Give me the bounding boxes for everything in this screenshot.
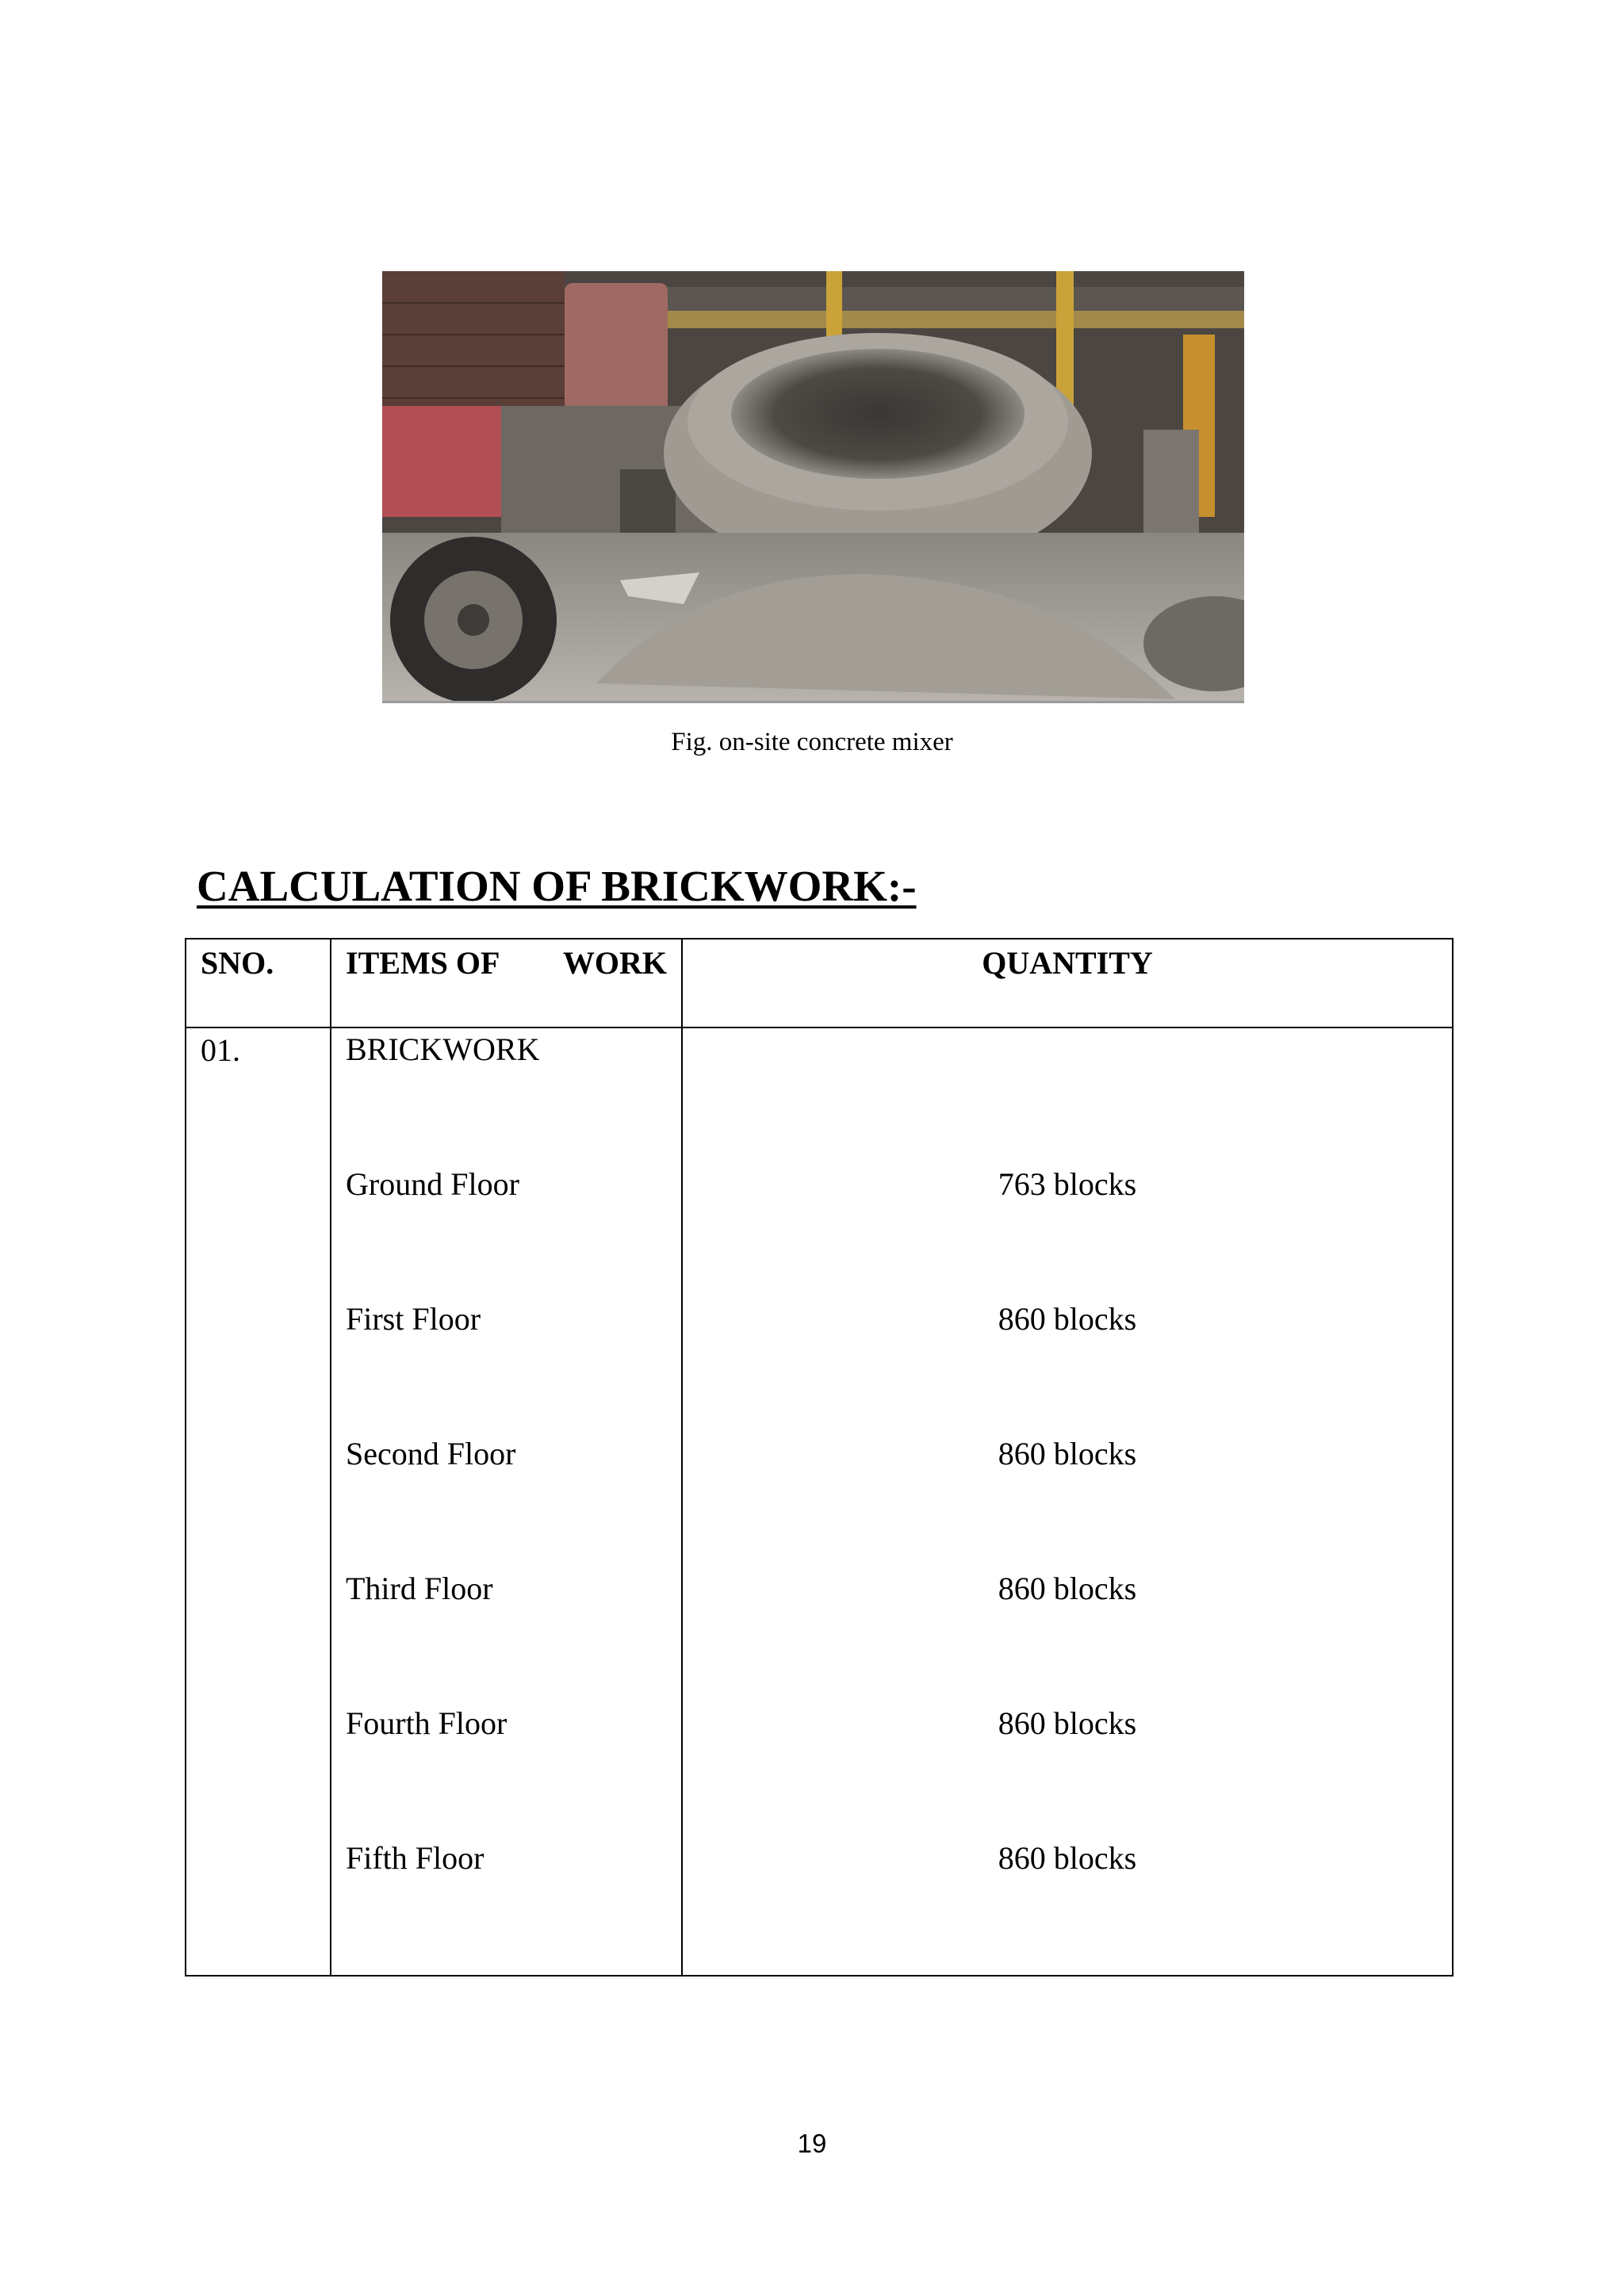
item-label: Ground Floor <box>346 1166 519 1202</box>
page-number: 19 <box>797 2129 827 2158</box>
section-heading: CALCULATION OF BRICKWORK:- <box>197 862 917 910</box>
cell-items <box>331 1027 682 1976</box>
item-quantity: 860 blocks <box>998 1840 1137 1876</box>
item-quantity: 763 blocks <box>998 1166 1137 1202</box>
item-label: Second Floor <box>346 1436 516 1471</box>
item-quantity: 860 blocks <box>998 1436 1137 1471</box>
header-quantity: QUANTITY <box>682 939 1453 1027</box>
item-quantity: 860 blocks <box>998 1571 1137 1606</box>
cell-sno: 01. <box>186 1027 331 1976</box>
header-sno: SNO. <box>186 939 331 1027</box>
item-label: Fifth Floor <box>346 1840 485 1876</box>
header-items-word-2: WORK <box>562 945 667 981</box>
quantity-spacer <box>683 1031 1452 1166</box>
figure-caption: Fig. on-site concrete mixer <box>671 728 953 756</box>
header-items-word-1: ITEMS OF <box>346 945 500 981</box>
item-label: Third Floor <box>346 1571 493 1606</box>
concrete-mixer-illustration <box>382 271 1244 701</box>
item-quantity: 860 blocks <box>998 1301 1137 1337</box>
cell-quantities <box>682 1027 1453 1976</box>
brickwork-table <box>185 938 1454 1976</box>
table-header-row <box>186 939 1453 1027</box>
concrete-mixer-photo <box>382 271 1244 703</box>
group-label: BRICKWORK <box>346 1031 540 1067</box>
item-label: First Floor <box>346 1301 481 1337</box>
item-quantity: 860 blocks <box>998 1705 1137 1741</box>
header-items-of-work <box>331 939 682 1027</box>
table-row <box>186 1027 1453 1976</box>
item-label: Fourth Floor <box>346 1705 508 1741</box>
